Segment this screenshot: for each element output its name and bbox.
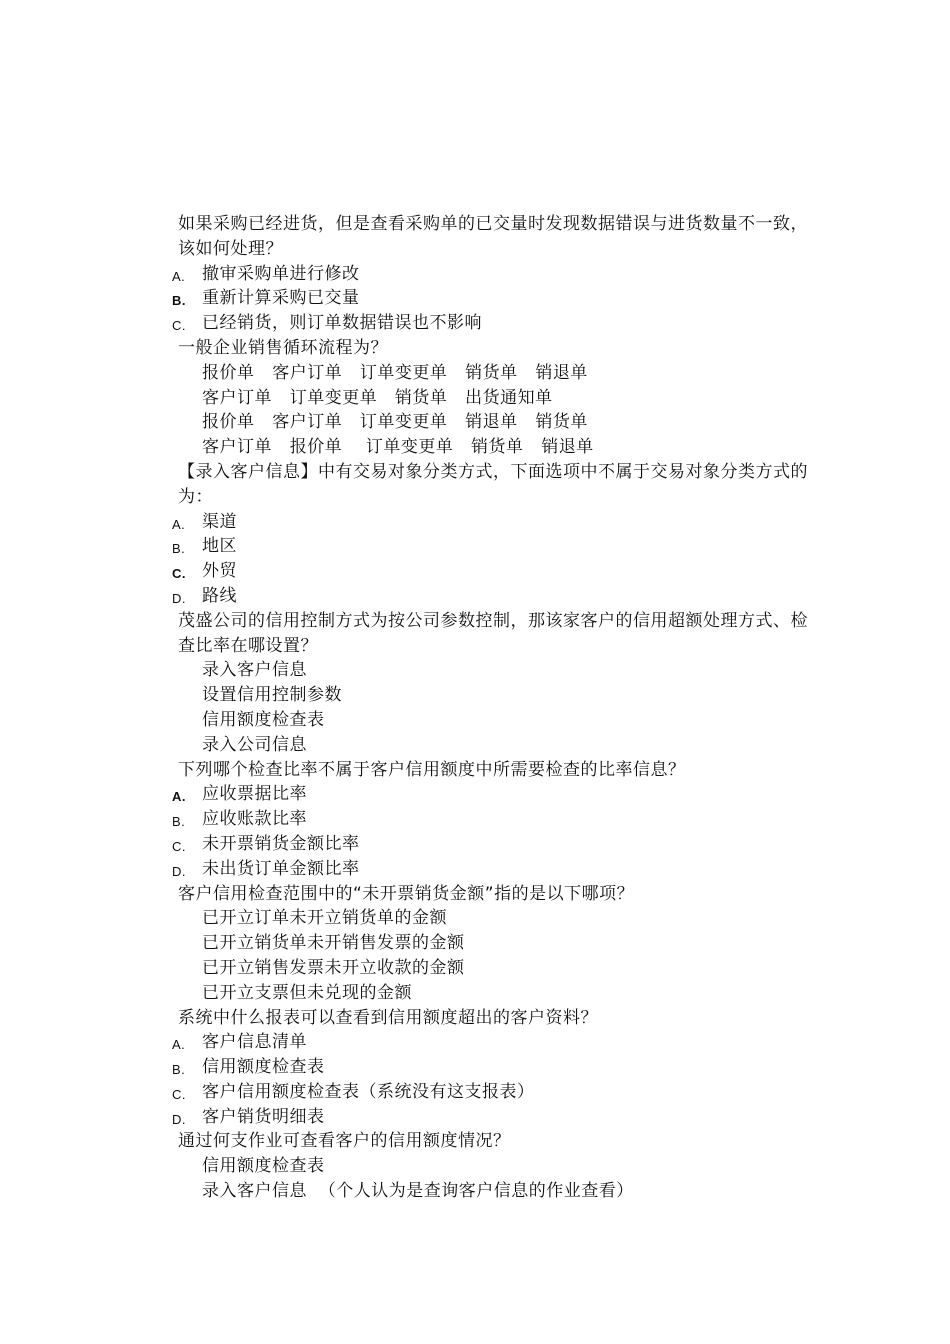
- answer-option: [172, 361, 812, 386]
- option-text: 渠道: [202, 511, 237, 532]
- answer-option: [172, 931, 812, 956]
- option-text: 地区: [202, 536, 237, 557]
- answer-option: [172, 386, 812, 411]
- option-text: 应收票据比率: [202, 784, 307, 805]
- question-text: 下列哪个检查比率不属于客户信用额度中所需要检查的比率信息？: [178, 759, 686, 780]
- answer-option: [172, 832, 812, 857]
- option-text: 录入客户信息: [202, 660, 307, 681]
- answer-option: [172, 435, 812, 460]
- option-text: 设置信用控制参数: [202, 685, 342, 706]
- answer-option: [172, 857, 812, 882]
- option-letter: C.: [172, 566, 186, 582]
- option-text: 未出货订单金额比率: [202, 858, 360, 879]
- option-letter: A.: [172, 516, 186, 532]
- answer-option: [172, 584, 812, 609]
- answer-option: [172, 906, 812, 931]
- option-text: 客户信息清单: [202, 1032, 307, 1053]
- option-text: 信用额度检查表: [202, 1057, 325, 1078]
- option-text: 已开立销货单未开销售发票的金额: [202, 933, 465, 954]
- option-letter: D.: [172, 863, 186, 879]
- option-text: 已开立订单未开立销货单的金额: [202, 908, 447, 929]
- option-text: 外贸: [202, 561, 237, 582]
- option-text: 重新计算采购已交量: [202, 288, 360, 309]
- answer-option: [172, 658, 812, 683]
- option-text: 报价单 客户订单 订单变更单 销货单 销退单: [202, 362, 588, 383]
- answer-option: [172, 1030, 812, 1055]
- answer-option: [172, 1080, 812, 1105]
- question-text: 一般企业销售循环流程为？: [178, 337, 388, 358]
- answer-option: [172, 981, 812, 1006]
- question-list: [172, 212, 812, 1204]
- option-text: 已开立支票但未兑现的金额: [202, 982, 412, 1003]
- option-text: 撤审采购单进行修改: [202, 263, 360, 284]
- option-text: 客户订单 报价单 订单变更单 销货单 销退单: [202, 437, 594, 458]
- option-text: 录入公司信息: [202, 734, 307, 755]
- question-text: 【录入客户信息】中有交易对象分类方式，下面选项中不属于交易对象分类方式的为：: [178, 461, 808, 507]
- option-letter: C.: [172, 838, 186, 854]
- option-letter: B.: [172, 541, 186, 557]
- option-text: 已开立销售发票未开立收款的金额: [202, 957, 465, 978]
- question-text: 客户信用检查范围中的“未开票销货金额”指的是以下哪项？: [178, 883, 635, 904]
- option-text: 信用额度检查表: [202, 709, 325, 730]
- option-letter: B.: [172, 1062, 186, 1078]
- answer-option: [172, 1154, 812, 1179]
- option-letter: A.: [172, 789, 186, 805]
- option-text: 未开票销货金额比率: [202, 833, 360, 854]
- option-text: 已经销货，则订单数据错误也不影响: [202, 313, 482, 334]
- option-letter: D.: [172, 590, 186, 606]
- answer-option: [172, 708, 812, 733]
- answer-option: [172, 807, 812, 832]
- answer-option: [172, 286, 812, 311]
- question-text: 如果采购已经进货，但是查看采购单的已交量时发现数据错误与进货数量不一致，该如何处理？: [178, 214, 808, 259]
- answer-option: [172, 733, 812, 758]
- answer-option: [172, 1179, 812, 1204]
- answer-option: [172, 1055, 812, 1080]
- option-letter: B.: [172, 293, 186, 309]
- option-text: 信用额度检查表: [202, 1156, 325, 1177]
- option-letter: B.: [172, 814, 186, 830]
- answer-option: [172, 410, 812, 435]
- option-text: 客户信用额度检查表（系统没有这支报表）: [202, 1081, 535, 1102]
- option-text: 报价单 客户订单 订单变更单 销退单 销货单: [202, 412, 588, 433]
- answer-option: [172, 956, 812, 981]
- option-text: 录入客户信息 （个人认为是查询客户信息的作业查看）: [202, 1181, 634, 1202]
- option-text: 路线: [202, 585, 237, 606]
- option-text: 客户销货明细表: [202, 1106, 325, 1127]
- question-text: 系统中什么报表可以查看到信用额度超出的客户资料？: [178, 1007, 598, 1028]
- answer-option: [172, 534, 812, 559]
- option-letter: A.: [172, 1037, 186, 1053]
- option-letter: C.: [172, 318, 186, 334]
- answer-option: [172, 559, 812, 584]
- option-text: 客户订单 订单变更单 销货单 出货通知单: [202, 387, 553, 408]
- option-letter: C.: [172, 1086, 186, 1102]
- answer-option: [172, 782, 812, 807]
- answer-option: [172, 262, 812, 287]
- answer-option: [172, 683, 812, 708]
- option-text: 应收账款比率: [202, 809, 307, 830]
- answer-option: [172, 510, 812, 535]
- question-text: 通过何支作业可查看客户的信用额度情况？: [178, 1131, 511, 1152]
- option-letter: A.: [172, 268, 186, 284]
- question-text: 茂盛公司的信用控制方式为按公司参数控制，那该家客户的信用超额处理方式、检查比率在哪设置？: [178, 610, 808, 656]
- answer-option: [172, 1105, 812, 1130]
- answer-option: [172, 311, 812, 336]
- option-letter: D.: [172, 1111, 186, 1127]
